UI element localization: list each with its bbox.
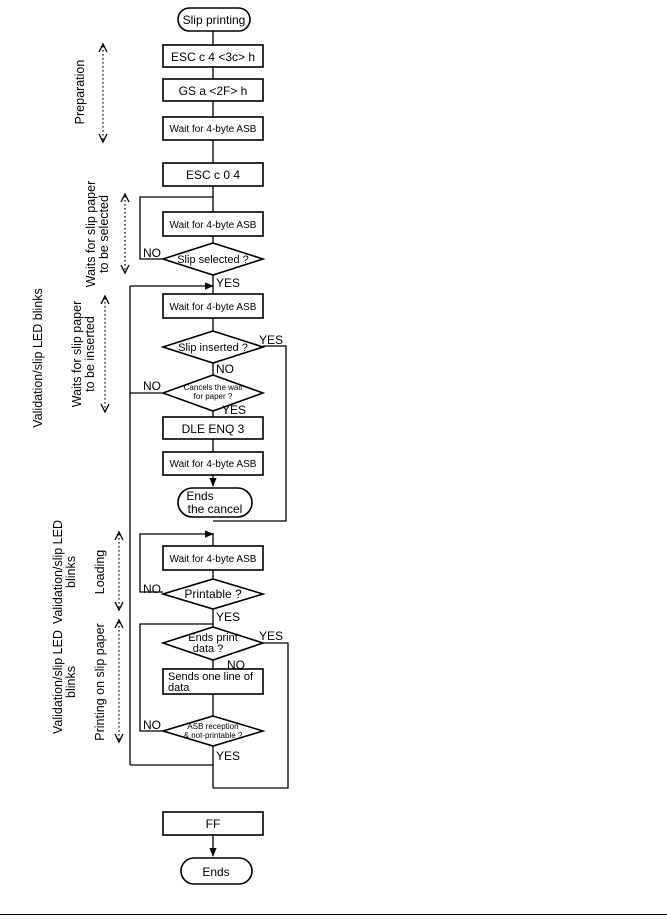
phase-loading-label: Loading xyxy=(93,549,107,595)
step-sends-line-label-1: Sends one line of xyxy=(168,671,254,683)
decision-printable xyxy=(163,579,263,609)
phase-preparation xyxy=(73,44,107,142)
decision-slip-selected-label: Slip selected ? xyxy=(177,254,249,266)
step-wait-5-label: Wait for 4-byte ASB xyxy=(169,554,257,565)
decision-asb xyxy=(163,716,263,746)
step-esc-c0-label: ESC c 0 4 xyxy=(185,168,241,182)
step-gs-a xyxy=(163,79,263,101)
branch-yes-cancels: YES xyxy=(222,403,247,417)
phase-slip-select xyxy=(84,181,129,288)
start-terminal xyxy=(178,8,250,31)
step-dle-enq-label: DLE ENQ 3 xyxy=(181,422,245,436)
decision-asb-label-1: ASB reception xyxy=(187,722,239,731)
phase-slip-insert-label-2: to be inserted xyxy=(83,316,97,392)
branch-no-slip-inserted: NO xyxy=(216,362,234,376)
phase-led-printing-label-1: Validation/slip LED xyxy=(51,630,65,734)
step-wait-4 xyxy=(163,452,263,475)
step-ff xyxy=(163,812,263,835)
decision-slip-selected xyxy=(163,243,263,275)
branch-no-asb: NO xyxy=(143,718,161,732)
branch-no-cancels: NO xyxy=(143,379,161,393)
decision-ends-print xyxy=(163,627,263,660)
phase-led-loading-label-1: Validation/slip LED xyxy=(51,520,65,624)
terminal-ends-cancel-label-2: the cancel xyxy=(187,502,243,516)
terminal-ends-label: Ends xyxy=(202,865,230,879)
page-bottom-rule xyxy=(0,914,667,915)
decision-cancels xyxy=(163,375,263,411)
step-esc-c4-label: ESC c 4 <3c> h xyxy=(170,50,256,64)
terminal-ends xyxy=(181,858,252,884)
phase-led-loading-label-2: blinks xyxy=(64,556,78,588)
phase-slip-select-label-2: to be selected xyxy=(97,195,111,273)
decision-cancels-label-1: Cancels the wait xyxy=(183,383,243,392)
step-wait-5 xyxy=(163,546,263,570)
terminal-ends-cancel-label-1: Ends xyxy=(186,489,214,503)
step-sends-line xyxy=(163,669,263,694)
decision-slip-inserted-label: Slip inserted ? xyxy=(178,342,248,354)
decision-ends-print-label-2: data ? xyxy=(192,643,224,655)
phase-slip-select-label-1: Waits for slip paper xyxy=(84,180,98,288)
branch-yes-printable: YES xyxy=(216,610,241,624)
phase-slip-insert-label-1: Waits for slip paper xyxy=(70,300,84,408)
branch-no-printable: NO xyxy=(143,582,161,596)
step-wait-2-label: Wait for 4-byte ASB xyxy=(169,220,257,231)
step-wait-4-label: Wait for 4-byte ASB xyxy=(169,459,257,470)
step-gs-a-label: GS a <2F> h xyxy=(178,84,248,98)
step-ff-label: FF xyxy=(205,817,221,831)
step-wait-3-label: Wait for 4-byte ASB xyxy=(169,302,257,313)
phase-printing xyxy=(51,620,123,742)
step-dle-enq xyxy=(163,417,263,439)
branch-yes-slip-selected: YES xyxy=(216,276,241,290)
decision-printable-label: Printable ? xyxy=(184,587,242,601)
phase-slip-insert xyxy=(31,288,109,427)
terminal-ends-cancel xyxy=(178,488,252,517)
decision-asb-label-2: & not-printable ? xyxy=(183,731,243,740)
decision-ends-print-label-1: Ends print xyxy=(188,632,238,644)
phase-preparation-label: Preparation xyxy=(73,59,87,125)
branch-yes-asb: YES xyxy=(216,749,241,763)
decision-slip-inserted xyxy=(163,331,263,363)
phase-led-printing-label-2: blinks xyxy=(64,666,78,698)
step-esc-c0 xyxy=(163,163,263,186)
start-label: Slip printing xyxy=(182,13,246,27)
branch-yes-slip-inserted: YES xyxy=(259,333,284,347)
step-wait-2 xyxy=(163,212,263,236)
branch-yes-ends-print: YES xyxy=(259,629,284,643)
step-sends-line-label-2: data xyxy=(168,682,190,694)
phase-led-blinks-insert-label: Validation/slip LED blinks xyxy=(31,288,45,428)
step-esc-c4 xyxy=(163,45,263,67)
step-wait-1-label: Wait for 4-byte ASB xyxy=(169,124,257,135)
step-wait-1 xyxy=(163,117,263,140)
decision-cancels-label-2: for paper ? xyxy=(193,392,233,401)
phase-printing-label: Printing on slip paper xyxy=(93,623,107,741)
phase-loading xyxy=(51,520,123,624)
branch-no-ends-print: NO xyxy=(227,658,245,672)
branch-no-slip-selected: NO xyxy=(143,246,161,260)
step-wait-3 xyxy=(163,294,263,318)
